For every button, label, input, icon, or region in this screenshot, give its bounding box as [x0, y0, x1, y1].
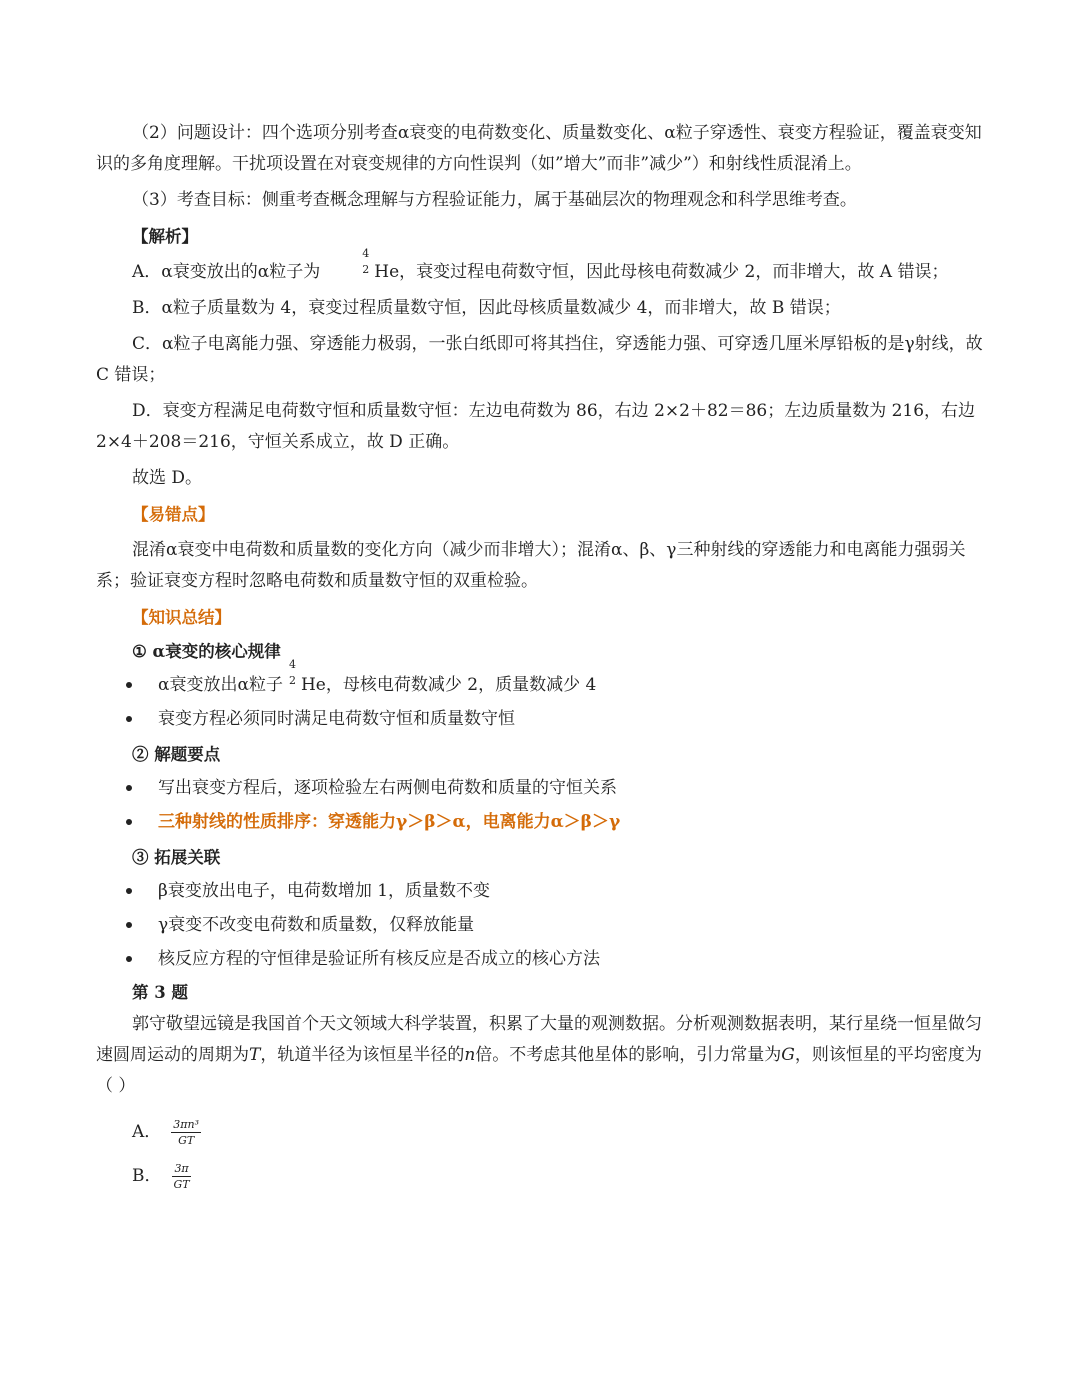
pitfall-text: 混淆α衰变中电荷数和质量数的变化方向（减少而非增大）；混淆α、β、γ三种射线的穿透能力和电离能力强弱关系；验证衰变方程时忽略电荷数和质量数守恒的双重检验。 [96, 540, 966, 591]
bullet-icon [126, 888, 132, 894]
list-item: α衰变放出α粒子 4 2 He，母核电荷数减少 2，质量数减少 4 [96, 668, 984, 702]
summary-section-2-title: ② 解题要点 [132, 745, 221, 764]
summary-section-3-title: ③ 拓展关联 [132, 848, 221, 867]
summary-header: 【知识总结】 [132, 608, 231, 627]
nuclide-symbol: He [374, 262, 400, 282]
nuclide-mass-number: 4 [362, 247, 370, 260]
analysis-option-c: C．α粒子电离能力强、穿透能力极弱，一张白纸即可将其挡住，穿透能力强、可穿透几厘米厚铅板的是γ射线，故 C 错误； [96, 334, 983, 385]
bullet-icon [126, 785, 132, 791]
option-a[interactable] [96, 1110, 984, 1154]
list-item: 核反应方程的守恒律是验证所有核反应是否成立的核心方法 [96, 942, 984, 976]
bullet-icon [126, 682, 132, 688]
pitfall-header: 【易错点】 [132, 505, 215, 524]
analysis-a-rest: ，衰变过程电荷数守恒，因此母核电荷数减少 2，而非增大，故 A 错误； [399, 262, 949, 282]
option-a-fraction [171, 1118, 201, 1147]
helium-nuclide: 4 2 He [288, 658, 326, 695]
list-item: 衰变方程必须同时满足电荷数守恒和质量数守恒 [96, 702, 984, 736]
helium-nuclide [326, 247, 400, 288]
question-stem: 郭守敬望远镜是我国首个天文领域大科学装置，积累了大量的观测数据。分析观测数据表明，某行星绕一恒星做匀速圆周运动的周期为T，轨道半径为该恒星半径的n倍。不考虑其他星体的影响，引力常量为G，则该恒星的平均密度为（ ） [96, 1014, 982, 1096]
bullet-icon [126, 956, 132, 962]
summary-section-1-list [96, 658, 984, 736]
summary-section-2-list [96, 771, 984, 839]
variable-n: n [464, 1045, 476, 1065]
analysis-option-a [96, 247, 984, 288]
summary-section-3-list [96, 874, 984, 976]
design-paragraph-2: （2）问题设计：四个选项分别考查α衰变的电荷数变化、质量数变化、α粒子穿透性、衰变方程验证，覆盖衰变知识的多角度理解。干扰项设置在对衰变规律的方向性误判（如”增大”而非”减少”）和射线性质混淆上。 [96, 123, 982, 174]
variable-t: T [249, 1045, 261, 1065]
bullet-icon [126, 922, 132, 928]
analysis-option-b: B．α粒子质量数为 4，衰变过程质量数守恒，因此母核质量数减少 4，而非增大，故 B 错误； [132, 298, 841, 318]
document-page [96, 118, 984, 1198]
option-b-label: B． [132, 1166, 162, 1186]
list-item: γ衰变不改变电荷数和质量数，仅释放能量 [96, 908, 984, 942]
bullet-icon [126, 819, 132, 825]
variable-g: G [781, 1045, 795, 1065]
analysis-option-d: D．衰变方程满足电荷数守恒和质量数守恒：左边电荷数为 86，右边 2×2＋82＝86；左边质量数为 216，右边 2×4＋208＝216，守恒关系成立，故 D 正确。 [96, 401, 976, 452]
fraction-numerator: 3πn³ [173, 1117, 200, 1131]
analysis-answer: 故选 D。 [132, 468, 203, 488]
nuclide-charge-number: 2 [362, 263, 370, 276]
fraction-denominator: GT [178, 1133, 195, 1147]
summary-section-1-title: ① α衰变的核心规律 [132, 642, 281, 661]
analysis-a-text: A．α衰变放出的α粒子为 [132, 262, 321, 282]
fraction-numerator: 3π [174, 1161, 189, 1175]
option-b[interactable] [96, 1154, 984, 1198]
option-a-label: A． [132, 1122, 162, 1142]
analysis-header: 【解析】 [132, 227, 198, 246]
question-number: 第 3 题 [132, 983, 188, 1002]
bullet-icon [126, 716, 132, 722]
list-item: β衰变放出电子，电荷数增加 1，质量数不变 [96, 874, 984, 908]
design-paragraph-3: （3）考查目标：侧重考查概念理解与方程验证能力，属于基础层次的物理观念和科学思维考查。 [132, 190, 857, 210]
fraction-denominator: GT [173, 1177, 190, 1191]
list-item: 写出衰变方程后，逐项检验左右两侧电荷数和质量的守恒关系 [96, 771, 984, 805]
list-item-highlighted: 三种射线的性质排序：穿透能力γ＞β＞α，电离能力α＞β＞γ [96, 805, 984, 839]
option-b-fraction [172, 1162, 192, 1191]
